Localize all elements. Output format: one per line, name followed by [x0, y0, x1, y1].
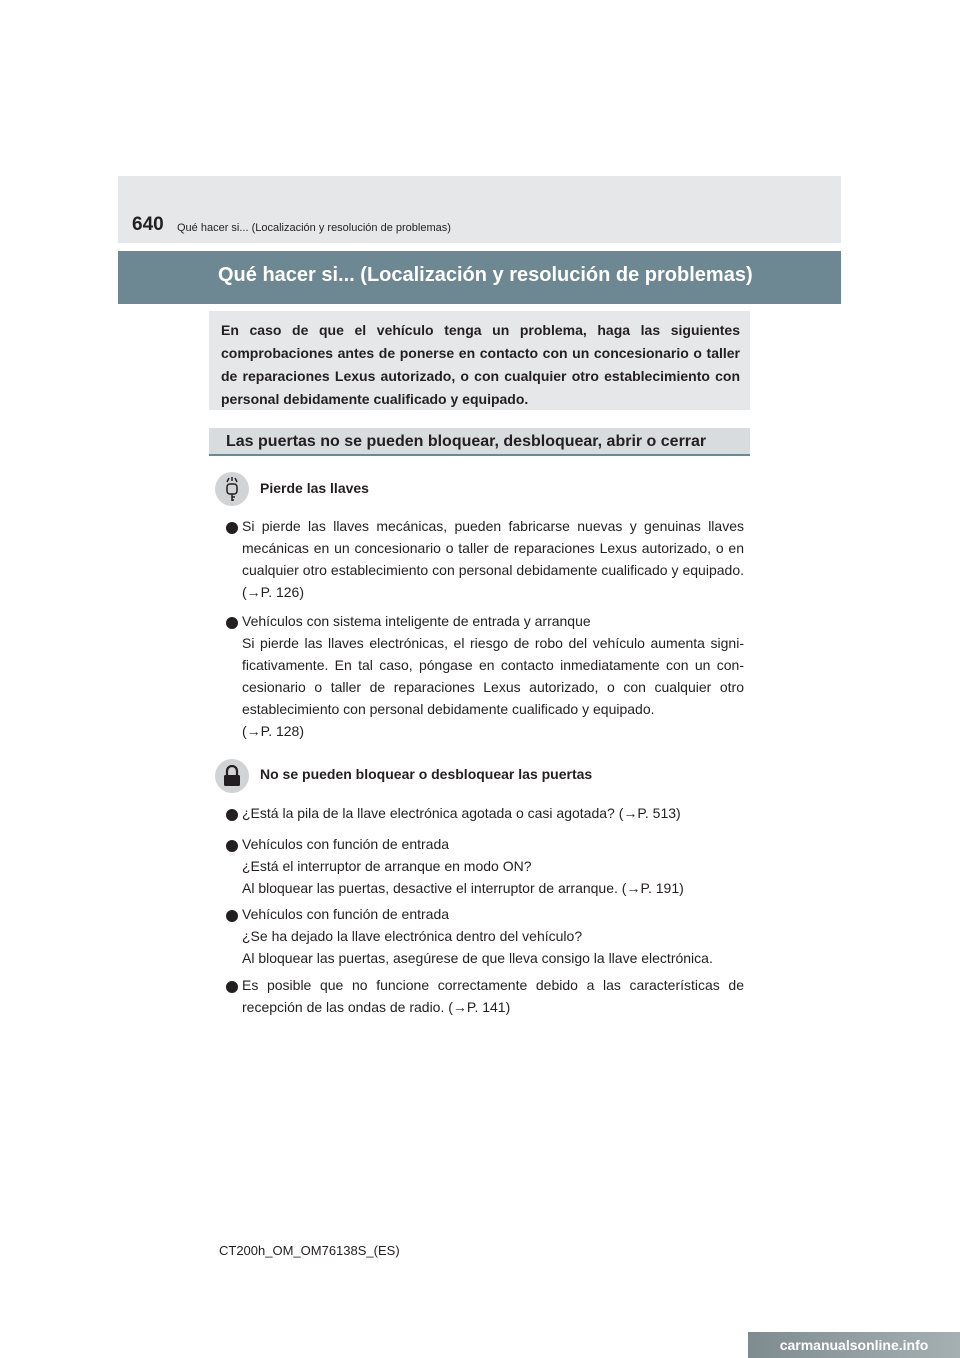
key-icon	[215, 472, 249, 506]
list-item	[242, 610, 744, 742]
running-title: Qué hacer si... (Localización y resolución de problemas)	[177, 222, 451, 234]
bullet-icon	[226, 617, 238, 629]
item-text: Es posible que no funcione correctamente debido a las características de recepción de las ondas de radio. (→P. 141)	[242, 977, 744, 1015]
item-text: Al bloquear las puertas, desactive el interruptor de arranque. (→P. 191)	[242, 880, 684, 896]
bullet-icon	[226, 981, 238, 993]
footer-code: CT200h_OM_OM76138S_(ES)	[219, 1243, 400, 1258]
item-text: Si pierde las llaves electrónicas, el riesgo de robo del vehículo aumenta significativamente. En tal caso, póngase en contacto inmediatamente con un concesionario o taller de reparaciones Lexus autorizado, o con cualquier otro establecimiento con personal debidamente cualificado y equipado.	[242, 635, 744, 717]
list-item	[242, 515, 744, 603]
bullet-icon	[226, 910, 238, 922]
watermark: carmanualsonline.info	[748, 1332, 960, 1358]
item-heading: Vehículos con función de entrada	[242, 906, 450, 922]
item-heading: Vehículos con sistema inteligente de entrada y arranque	[242, 613, 591, 629]
item-text: Al bloquear las puertas, asegúrese de que lleva consigo la llave electrónica.	[242, 950, 713, 966]
lock-unlock-title: No se pueden bloquear o desbloquear las puertas	[260, 766, 593, 782]
lost-keys-title: Pierde las llaves	[260, 480, 369, 496]
bullet-icon	[226, 809, 238, 821]
item-heading: Vehículos con función de entrada	[242, 836, 450, 852]
item-reference: (→P. 128)	[242, 723, 304, 739]
intro-box: En caso de que el vehículo tenga un problema, haga las siguientes comprobaciones antes de ponerse en contacto con un concesionario o taller de reparaciones Lexus autorizado, o con cualquier otro establecimiento con personal debidamente cualificado y equipado.	[209, 311, 750, 410]
item-text: ¿Está el interruptor de arranque en modo ON?	[242, 858, 532, 874]
list-item	[242, 802, 744, 824]
list-item	[242, 833, 744, 899]
lock-icon	[215, 759, 249, 793]
item-text: Si pierde las llaves mecánicas, pueden fabricarse nuevas y genuinas llaves mecánicas en un concesionario o taller de reparaciones Lexus autorizado, o en cualquier otro establecimiento con personal debidamente cualificado y equipado. (→P. 126)	[242, 518, 744, 600]
section-heading: Las puertas no se pueden bloquear, desbloquear, abrir o cerrar	[209, 428, 750, 456]
list-item	[242, 903, 744, 969]
bullet-icon	[226, 840, 238, 852]
item-text: ¿Está la pila de la llave electrónica agotada o casi agotada? (→P. 513)	[242, 805, 681, 821]
list-item	[242, 974, 744, 1018]
page-title: Qué hacer si... (Localización y resolución de problemas)	[218, 264, 753, 286]
page-number: 640	[132, 214, 164, 235]
item-text: ¿Se ha dejado la llave electrónica dentro del vehículo?	[242, 928, 583, 944]
bullet-icon	[226, 522, 238, 534]
